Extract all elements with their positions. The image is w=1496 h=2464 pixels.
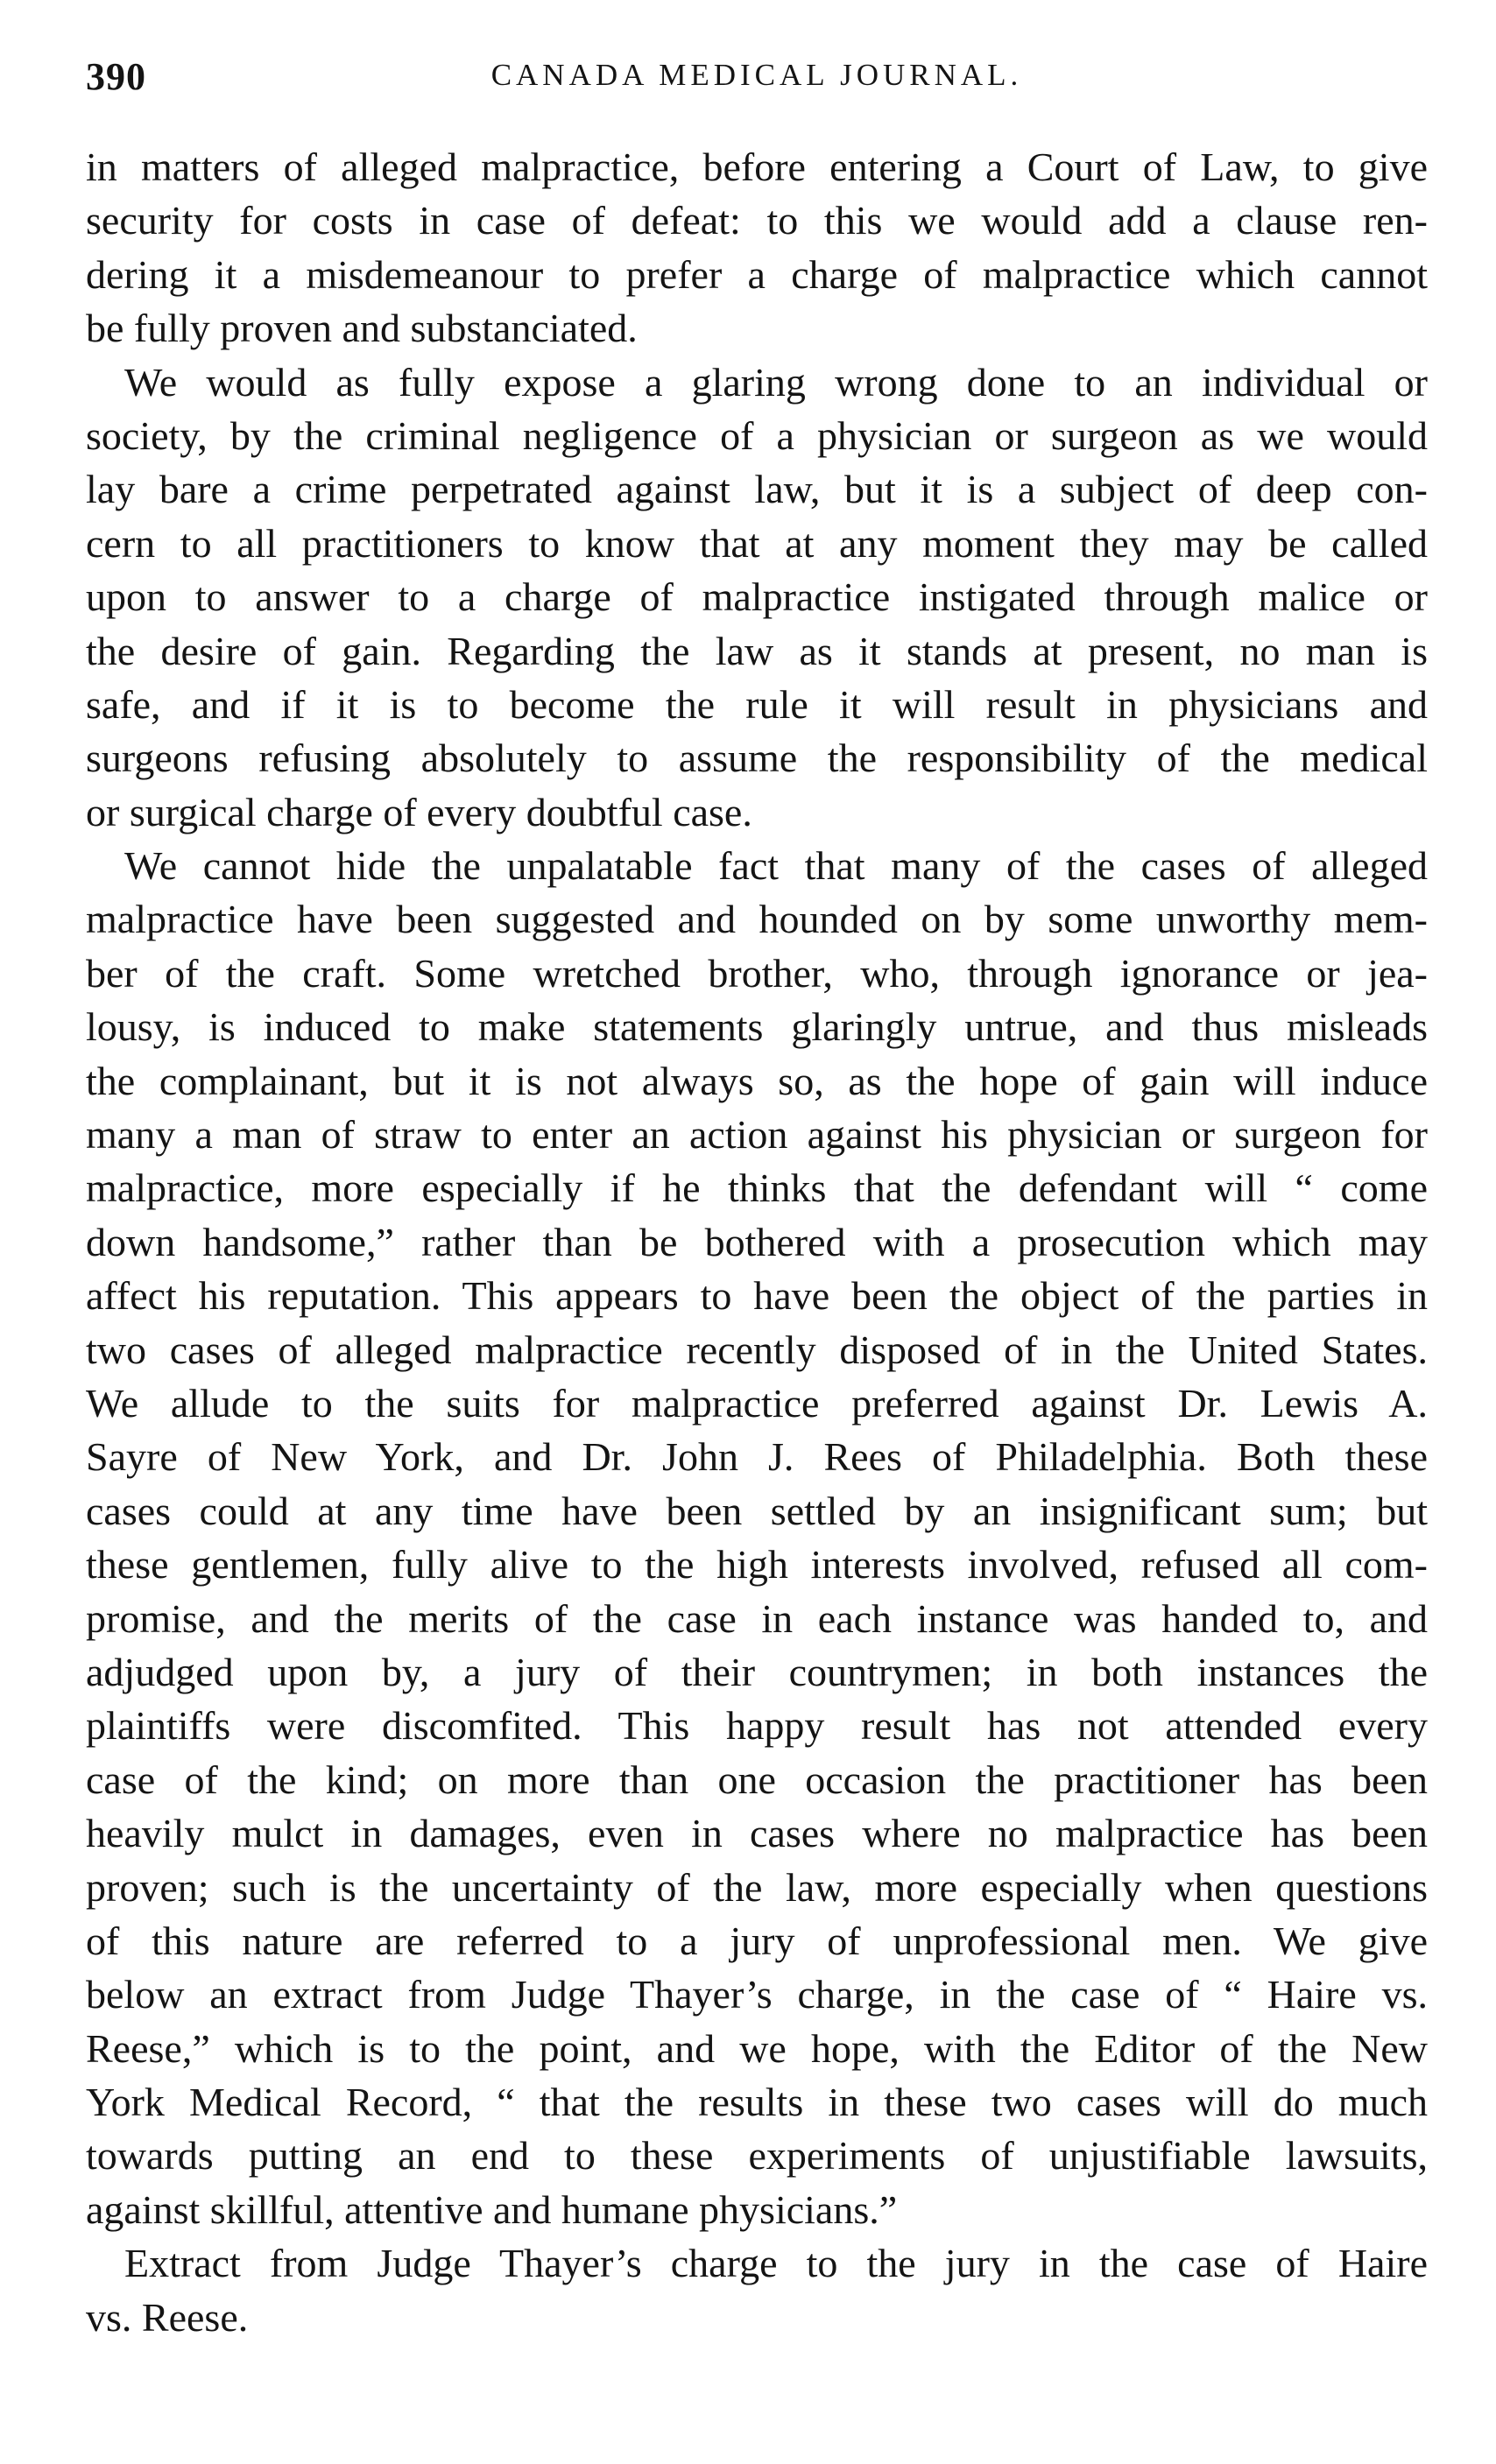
text-line: case of the kind; on more than one occasion the practitioner has been bbox=[86, 1756, 1428, 1802]
paragraph-unpalatable-fact bbox=[86, 839, 1428, 2236]
text-line: be fully proven and substanciated. bbox=[86, 306, 638, 351]
text-line: surgeons refusing absolutely to assume the responsibility of the medical bbox=[86, 736, 1428, 781]
text-line: safe, and if it is to become the rule it will result in physicians and bbox=[86, 681, 1428, 727]
text-line: upon to answer to a charge of malpractice instigated through malice or bbox=[86, 574, 1428, 620]
text-line: two cases of alleged malpractice recently disposed of in the United States. bbox=[86, 1327, 1428, 1372]
text-line: the desire of gain. Regarding the law as it stands at present, no man is bbox=[86, 628, 1428, 673]
page-number: 390 bbox=[86, 55, 146, 98]
document-page bbox=[86, 54, 1428, 2344]
running-head bbox=[86, 54, 1428, 116]
text-line: York Medical Record, “ that the results in these two cases will do much bbox=[86, 2080, 1428, 2125]
text-line: society, by the criminal negligence of a physician or surgeon as we would bbox=[86, 412, 1428, 458]
text-line: promise, and the merits of the case in each instance was handed to, and bbox=[86, 1595, 1428, 1641]
text-line: Extract from Judge Thayer’s charge to the jury in the case of Haire bbox=[124, 2241, 1428, 2286]
text-line: many a man of straw to enter an action against his physician or surgeon for bbox=[86, 1112, 1428, 1158]
text-line: affect his reputation. This appears to have been the object of the parties in bbox=[86, 1273, 1428, 1319]
text-line: towards putting an end to these experiments of unjustifiable lawsuits, bbox=[86, 2133, 1428, 2179]
text-line: proven; such is the uncertainty of the law, more especially when questions bbox=[86, 1864, 1428, 1910]
body-text bbox=[86, 140, 1428, 2344]
text-line: of this nature are referred to a jury of unprofessional men. We give bbox=[86, 1918, 1428, 1963]
journal-title: CANADA MEDICAL JOURNAL. bbox=[490, 58, 1023, 92]
text-line: cern to all practitioners to know that at any moment they may be called bbox=[86, 520, 1428, 566]
text-line: these gentlemen, fully alive to the high interests involved, refused all com- bbox=[86, 1542, 1428, 1588]
text-line: vs. Reese. bbox=[86, 2294, 249, 2340]
text-line: heavily mulct in damages, even in cases where no malpractice has been bbox=[86, 1811, 1428, 1856]
text-line: dering it a misdemeanour to prefer a charge of malpractice which cannot bbox=[86, 251, 1428, 297]
text-line: the complainant, but it is not always so, as the hope of gain will induce bbox=[86, 1058, 1428, 1103]
paragraph-malpractice-security bbox=[86, 140, 1428, 356]
text-line: We cannot hide the unpalatable fact that many of the cases of alleged bbox=[124, 843, 1428, 889]
text-line: We allude to the suits for malpractice preferred against Dr. Lewis A. bbox=[86, 1380, 1428, 1426]
text-line: Sayre of New York, and Dr. John J. Rees of Philadelphia. Both these bbox=[86, 1434, 1428, 1480]
text-line: against skillful, attentive and humane physicians.” bbox=[86, 2186, 898, 2232]
text-line: security for costs in case of defeat: to this we would add a clause ren- bbox=[86, 198, 1428, 243]
text-line: malpractice, more especially if he thinks that the defendant will “ come bbox=[86, 1165, 1428, 1211]
text-line: adjudged upon by, a jury of their countrymen; in both instances the bbox=[86, 1649, 1428, 1694]
text-line: or surgical charge of every doubtful case. bbox=[86, 789, 752, 834]
text-line: plaintiffs were discomfited. This happy result has not attended every bbox=[86, 1703, 1428, 1749]
text-line: lousy, is induced to make statements glaringly untrue, and thus misleads bbox=[86, 1004, 1428, 1050]
text-line: Reese,” which is to the point, and we hope, with the Editor of the New bbox=[86, 2025, 1428, 2071]
text-line: malpractice have been suggested and hounded on by some unworthy mem- bbox=[86, 897, 1428, 942]
paragraph-glaring-wrong bbox=[86, 356, 1428, 840]
text-line: in matters of alleged malpractice, before entering a Court of Law, to give bbox=[86, 144, 1428, 189]
text-line: lay bare a crime perpetrated against law, but it is a subject of deep con- bbox=[86, 467, 1428, 512]
text-line: down handsome,” rather than be bothered with a prosecution which may bbox=[86, 1219, 1428, 1264]
paragraph-extract-intro bbox=[86, 2236, 1428, 2344]
text-line: cases could at any time have been settled by an insignificant sum; but bbox=[86, 1488, 1428, 1533]
text-line: We would as fully expose a glaring wrong done to an individual or bbox=[124, 359, 1428, 405]
text-line: below an extract from Judge Thayer’s charge, in the case of “ Haire vs. bbox=[86, 1972, 1428, 2017]
text-line: ber of the craft. Some wretched brother, who, through ignorance or jea- bbox=[86, 950, 1428, 996]
